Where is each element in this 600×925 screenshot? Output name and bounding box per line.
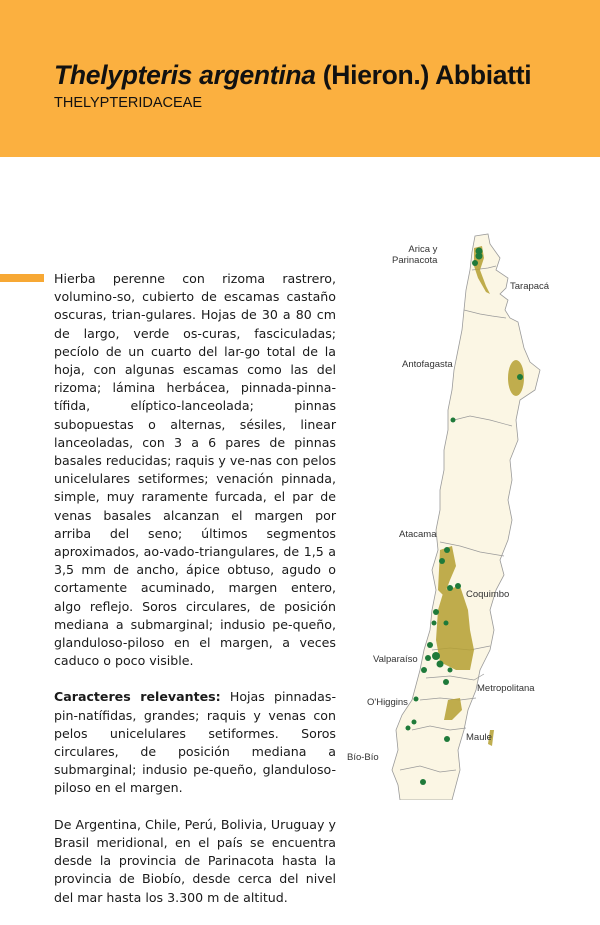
region-label-ohiggins: O'Higgins [367, 697, 408, 708]
section-marker [0, 274, 44, 282]
distribution-map [340, 230, 600, 800]
region-label-metropolitana: Metropolitana [477, 683, 535, 694]
region-label-tarapaca: Tarapacá [510, 281, 550, 292]
relevant-characters-text: Hojas pinnadas-pin-natífidas, grandes; raquis y venas con pelos unicelulares setiformes. Soros circulares, de posición mediana a submarginal; indusio pe-queño, glanduloso-piloso en el margen. [54, 689, 336, 796]
region-label-maule: Maule [466, 732, 492, 743]
species-name: Thelypteris argentina [54, 60, 316, 90]
species-authority: (Hieron.) Abbiatti [315, 60, 532, 90]
region-label-atacama: Atacama [399, 529, 437, 540]
relevant-characters-paragraph [54, 688, 336, 797]
region-label-biobio: Bío-Bío [347, 752, 379, 763]
relevant-characters-label: Caracteres relevantes: [54, 689, 221, 705]
region-label-arica: Arica y Parinacota [392, 244, 438, 266]
family-name: THELYPTERIDACEAE [54, 95, 202, 111]
description-text [54, 270, 336, 925]
region-label-valparaiso: Valparaíso [373, 654, 418, 665]
morphology-paragraph: Hierba perenne con rizoma rastrero, volumino-so, cubierto de escamas castaño oscuras, trian-gulares. Hojas de 30 a 80 cm de largo, verde os-curas, fasciculadas; pecíolo de un cuarto del lar-go total de la hoja, con algunas escamas como las del rizoma; lámina herbácea, pinnada-pinna-tífida, elíptico-lanceolada; pinnas subopuestas o alternas, sésiles, linear lanceoladas, con 3 a 6 pares de pinnas basales reducidas; raquis y ve-nas con pelos unicelulares setiformes; venación pinnada, simple, muy raramente furcada, el par de venas basales alcanzan el margen por arriba del seno; últimos segmentos aproximados, ao-vado-triangulares, de 1,5 a 3,5 mm de ancho, ápice obtuso, agudo o cortamente acuminado, margen entero, algo reflejo. Soros circulares, de posición mediana a submarginal; indusio pe-queño, glanduloso-piloso en el margen, a veces caduco o poco visible. [54, 271, 336, 669]
region-label-antofagasta: Antofagasta [402, 359, 453, 370]
chile-map-graphic [340, 230, 600, 800]
species-title [54, 60, 531, 91]
region-label-coquimbo: Coquimbo [466, 589, 510, 600]
header-band [0, 0, 600, 157]
chile-outline [392, 234, 540, 800]
distribution-paragraph: De Argentina, Chile, Perú, Bolivia, Uruguay y Brasil meridional, en el país se encuentra desde la provincia de Parinacota hasta la provincia de Biobío, desde cerca del nivel del mar hasta los 3.300 m de altitud. [54, 816, 336, 905]
